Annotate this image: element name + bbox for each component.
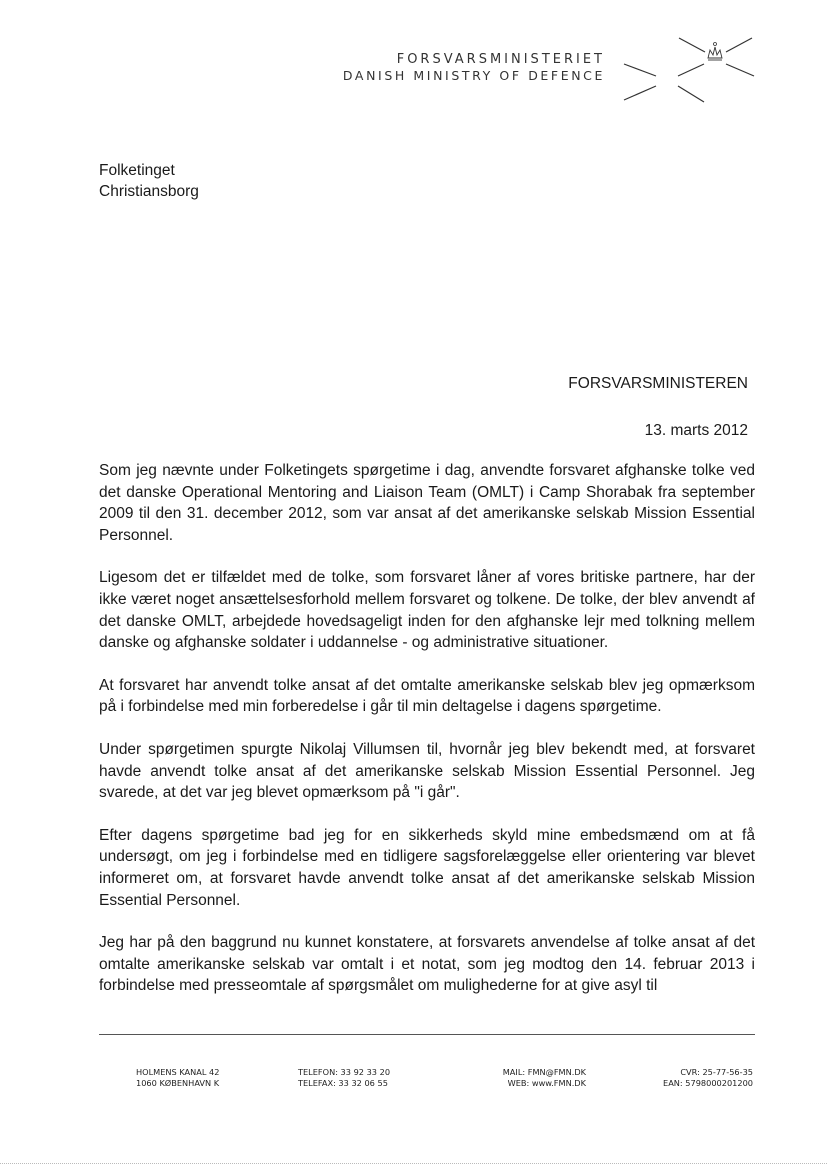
footer-line: EAN: 5798000201200 [663, 1077, 753, 1088]
body-paragraph: At forsvaret har anvendt tolke ansat af det omtalte amerikanske selskab blev jeg opmærksom på i forbindelse med min forberedelse i går til min deltagelse i dagens spørgetime. [99, 676, 755, 716]
body-paragraph: Ligesom det er tilfældet med de tolke, som forsvaret låner af vores britiske partnere, har der ikke været noget ansættelsesforhold mellem forsvaret og tolkene. De tolke, der blev anvendt af det danske OMLT, arbejdede hovedsageligt inden for den afghanske lejr med tolkning mellem danske og afghanske soldater i uddannelse - og administrative situationer. [99, 569, 755, 652]
letterhead [343, 52, 605, 84]
recipient-line: Folketinget [99, 162, 175, 179]
footer-divider [99, 1034, 755, 1035]
page-edge [0, 1163, 827, 1164]
letter-date: 13. marts 2012 [644, 422, 748, 439]
body-paragraph: Efter dagens spørgetime bad jeg for en sikkerheds skyld mine embedsmænd om at få undersøgt, om jeg i forbindelse med en tidligere sagsforelæggelse eller orientering var blevet informeret om, at forsvaret havde anvendt tolke ansat af det amerikanske selskab Mission Essential Personnel. [99, 826, 755, 909]
recipient-address [99, 160, 199, 202]
body-paragraph: Som jeg nævnte under Folketingets spørgetime i dag, anvendte forsvaret afghanske tolke ved det danske Operational Mentoring and Liaison Team (OMLT) i Camp Shorabak fra september 2009 til den 31. december 2012, som var ansat af det amerikanske selskab Mission Essential Personnel. [99, 462, 755, 544]
footer-line: CVR: 25-77-56-35 [680, 1067, 753, 1077]
sender-title: FORSVARSMINISTEREN [568, 375, 748, 392]
footer-mail [502, 1067, 586, 1088]
recipient-line: Christiansborg [99, 183, 199, 200]
footer-line: WEB: www.FMN.DK [507, 1077, 586, 1088]
ministry-name-danish: FORSVARSMINISTERIET [396, 52, 605, 67]
footer-line: HOLMENS KANAL 42 [136, 1067, 220, 1077]
footer-phone [298, 1067, 390, 1088]
body-paragraph: Under spørgetimen spurgte Nikolaj Villumsen til, hvornår jeg blev bekendt med, at forsvaret havde anvendt tolke ansat af det amerikanske selskab Mission Essential Personnel. Jeg svarede, at det var jeg blevet opmærksom på "i går". [99, 740, 755, 802]
footer-line: 1060 KØBENHAVN K [136, 1077, 220, 1088]
ministry-name-english: DANISH MINISTRY OF DEFENCE [342, 68, 605, 83]
letter-body [99, 460, 755, 1018]
footer-line: MAIL: FMN@FMN.DK [502, 1067, 586, 1077]
footer-address [136, 1067, 219, 1088]
footer-line: TELEFAX: 33 32 06 55 [298, 1077, 388, 1088]
footer-registration [663, 1067, 753, 1088]
body-paragraph: Jeg har på den baggrund nu kunnet konstatere, at forsvarets anvendelse af tolke ansat af det omtalte amerikanske selskab var omtalt i et notat, som jeg modtog den 14. februar 2013 i forbindelse med presseomtale af spørgsmålet om mulighederne for at give asyl til [99, 934, 755, 995]
crown-crossed-swords-icon [622, 30, 760, 112]
footer-line: TELEFON: 33 92 33 20 [298, 1067, 391, 1077]
